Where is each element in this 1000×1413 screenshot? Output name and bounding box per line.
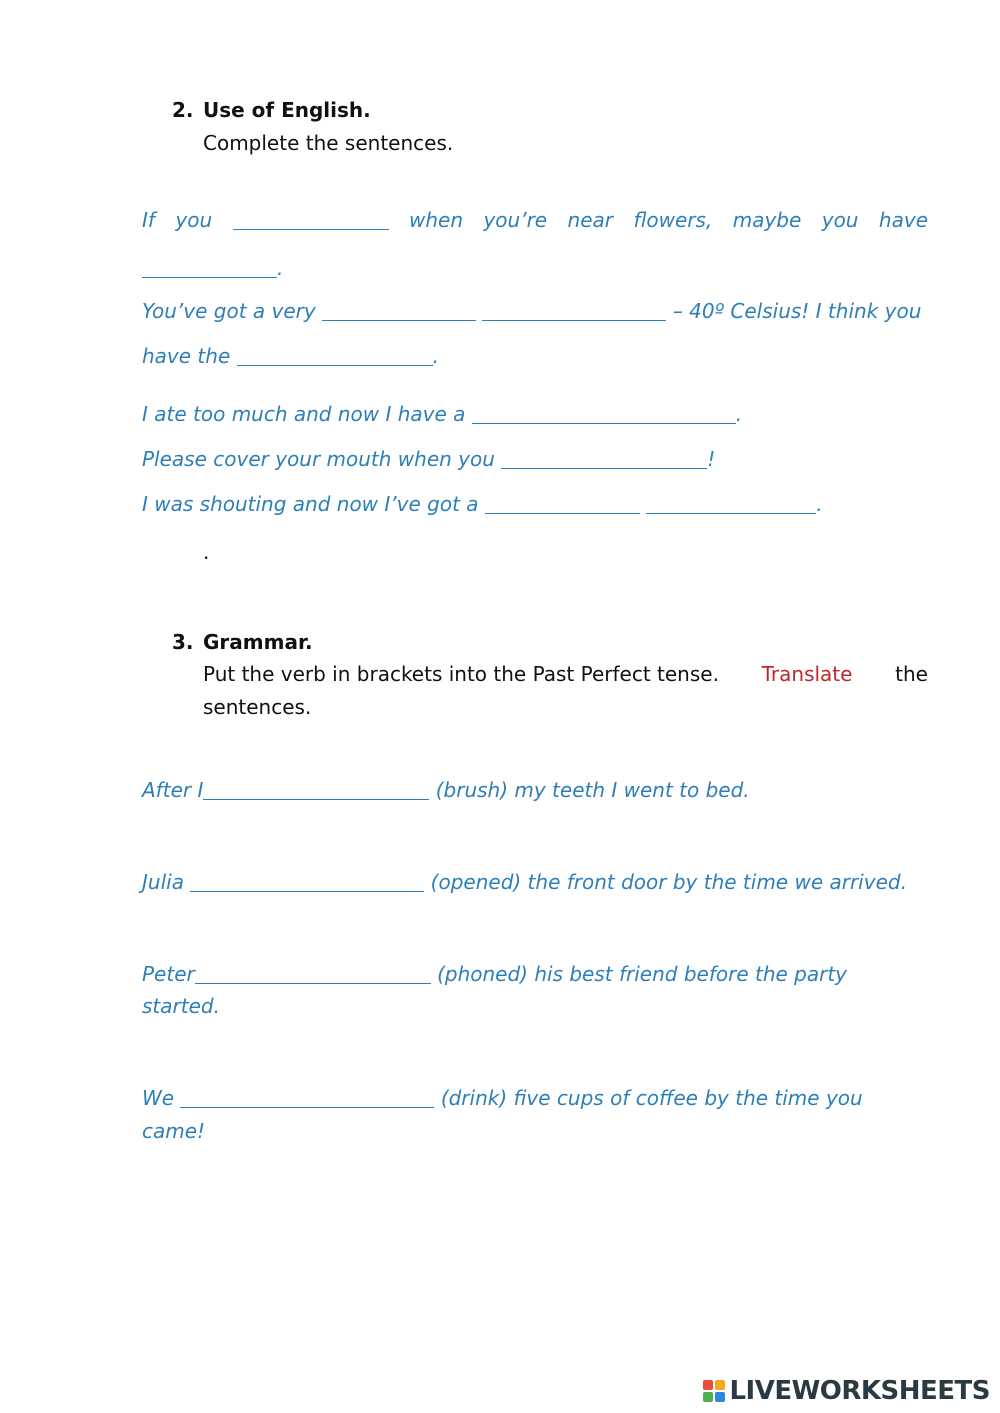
section-3-title: Grammar. [203, 630, 313, 654]
text: We [142, 1086, 175, 1110]
text: I was shouting and now I’ve got a [142, 492, 479, 516]
punct: . [277, 256, 284, 280]
section-2-title: Use of English. [203, 98, 371, 122]
word: maybe [732, 208, 802, 232]
text: (opened) the front door by the time we arrived. [430, 870, 907, 894]
word: when [409, 208, 464, 232]
section-2-instruction: Complete the sentences. [203, 131, 454, 155]
text: (brush) my teeth I went to bed. [435, 778, 750, 802]
stray-dot: . [203, 540, 210, 564]
instruction-translate: Translate [761, 662, 853, 686]
word: have [878, 208, 928, 232]
logo-tile [703, 1392, 713, 1402]
grammar-item-1 [142, 778, 750, 802]
text: Peter [142, 962, 195, 986]
section-3-instruction-line-1 [203, 662, 928, 686]
answer-blank[interactable] [142, 259, 277, 278]
logo-tiles-icon [703, 1380, 725, 1402]
punct: . [735, 402, 743, 426]
section-3-number: 3. [172, 630, 194, 654]
logo-tile [703, 1380, 713, 1390]
answer-blank[interactable] [501, 450, 707, 469]
punct: . [432, 344, 439, 368]
punct: . [816, 492, 823, 516]
sentence-2-line-2 [142, 344, 439, 368]
answer-blank[interactable] [485, 495, 640, 514]
text: I ate too much and now I have a [142, 402, 466, 426]
answer-blank[interactable] [195, 965, 431, 984]
sentence-4 [142, 447, 715, 471]
instruction-text: Put the verb in brackets into the Past Perfect tense. [203, 662, 719, 686]
answer-blank[interactable] [482, 302, 666, 321]
sentence-5 [142, 492, 823, 516]
grammar-item-2 [142, 870, 907, 894]
text: Please cover your mouth when you [142, 447, 495, 471]
punct: ! [707, 447, 716, 471]
section-2-number: 2. [172, 98, 194, 122]
answer-blank[interactable] [180, 1089, 434, 1108]
word: you [821, 208, 859, 232]
logo-tile [715, 1392, 725, 1402]
instruction-text: the [895, 662, 928, 686]
logo-tile [715, 1380, 725, 1390]
section-3-instruction-line-2: sentences. [203, 695, 312, 719]
answer-blank[interactable] [472, 405, 736, 424]
answer-blank[interactable] [237, 347, 433, 366]
word: near [567, 208, 614, 232]
text: (phoned) his best friend before the party [437, 962, 848, 986]
liveworksheets-logo [703, 1377, 990, 1405]
text: Julia [142, 870, 184, 894]
grammar-item-4 [142, 1086, 863, 1110]
answer-blank[interactable] [233, 211, 389, 230]
answer-blank[interactable] [203, 781, 429, 800]
text: After I [142, 778, 204, 802]
word: you’re [483, 208, 548, 232]
word: flowers, [633, 208, 713, 232]
logo-text: LIVEWORKSHEETS [729, 1376, 990, 1406]
text: – 40º Celsius! I think you [672, 299, 922, 323]
answer-blank[interactable] [190, 873, 424, 892]
grammar-item-3 [142, 962, 847, 986]
answer-blank[interactable] [322, 302, 476, 321]
answer-blank[interactable] [646, 495, 816, 514]
grammar-item-3-cont: started. [142, 994, 220, 1018]
sentence-1-line-1 [142, 208, 928, 232]
sentence-2-line-1 [142, 299, 921, 323]
text: You’ve got a very [142, 299, 316, 323]
sentence-1-line-2 [142, 256, 283, 280]
sentence-3 [142, 402, 742, 426]
word: If [142, 208, 155, 232]
text: (drink) five cups of coffee by the time you [440, 1086, 863, 1110]
word: you [175, 208, 213, 232]
grammar-item-4-cont: came! [142, 1119, 206, 1143]
text: have the [142, 344, 231, 368]
